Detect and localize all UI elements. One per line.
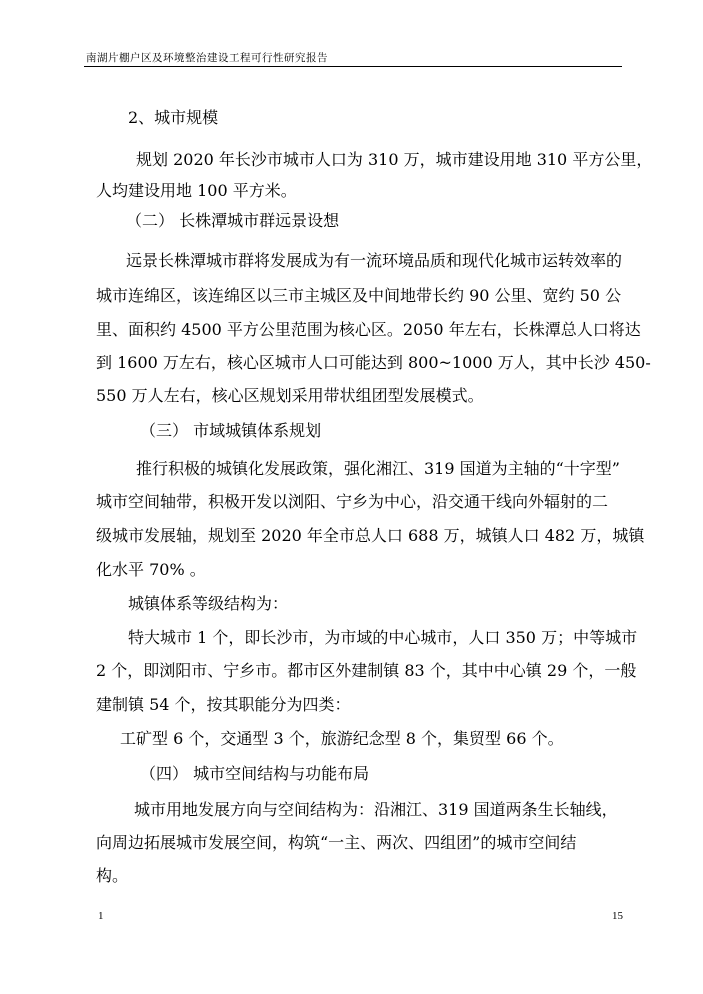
paragraph-line: 城市用地发展方向与空间结构为：沿湘江、319 国道两条生长轴线， (134, 800, 618, 819)
paragraph-line: 推行积极的城镇化发展政策，强化湘江、319 国道为主轴的“十字型” (136, 459, 620, 478)
paragraph-line: 规划 2020 年长沙市城市人口为 310 万，城市建设用地 310 平方公里， (136, 150, 653, 169)
subsection-heading: （四） 城市空间结构与功能布局 (140, 764, 370, 783)
paragraph-line: 城市空间轴带，积极开发以浏阳、宁乡为中心，沿交通干线向外辐射的二 (96, 492, 609, 511)
paragraph-line: 到 1600 万左右，核心区城市人口可能达到 800~1000 万人，其中长沙 450- (96, 353, 651, 372)
paragraph-line: 远景长株潭城市群将发展成为有一流环境品质和现代化城市运转效率的 (126, 251, 623, 270)
subsection-heading: （三） 市域城镇体系规划 (140, 421, 322, 440)
paragraph-line: 人均建设用地 100 平方米。 (96, 181, 297, 200)
paragraph-line: 里、面积约 4500 平方公里范围为核心区。2050 年左右，长株潭总人口将达 (96, 320, 641, 339)
paragraph-line: 特大城市 1 个，即长沙市，为市域的中心城市，人口 350 万；中等城市 (128, 628, 638, 647)
paragraph-line: 级城市发展轴，规划至 2020 年全市总人口 688 万，城镇人口 482 万，城镇 (96, 526, 645, 545)
paragraph-line: 城镇体系等级结构为： (128, 594, 289, 613)
paragraph-line: 向周边拓展城市发展空间，构筑“一主、两次、四组团”的城市空间结 (96, 833, 577, 852)
paragraph-line: 工矿型 6 个，交通型 3 个，旅游纪念型 8 个，集贸型 66 个。 (120, 729, 564, 748)
subsection-heading: （二） 长株潭城市群远景设想 (126, 211, 340, 230)
section-heading-city-scale: 2、城市规模 (128, 108, 219, 127)
running-header: 南湖片棚户区及环境整治建设工程可行性研究报告 (86, 52, 328, 64)
header-divider (84, 66, 622, 67)
paragraph-line: 550 万人左右，核心区规划采用带状组团型发展模式。 (96, 386, 484, 405)
paragraph-line: 城市连绵区，该连绵区以三市主城区及中间地带长约 90 公里、宽约 50 公 (96, 286, 622, 305)
paragraph-line: 建制镇 54 个，按其职能分为四类： (96, 695, 351, 714)
paragraph-line: 2 个，即浏阳市、宁乡市。都市区外建制镇 83 个，其中中心镇 29 个，一般 (96, 661, 637, 680)
footer-left-number: 1 (98, 910, 104, 922)
paragraph-line: 构。 (96, 866, 129, 885)
page-number: 15 (612, 910, 623, 922)
paragraph-line: 化水平 70% 。 (96, 560, 206, 579)
